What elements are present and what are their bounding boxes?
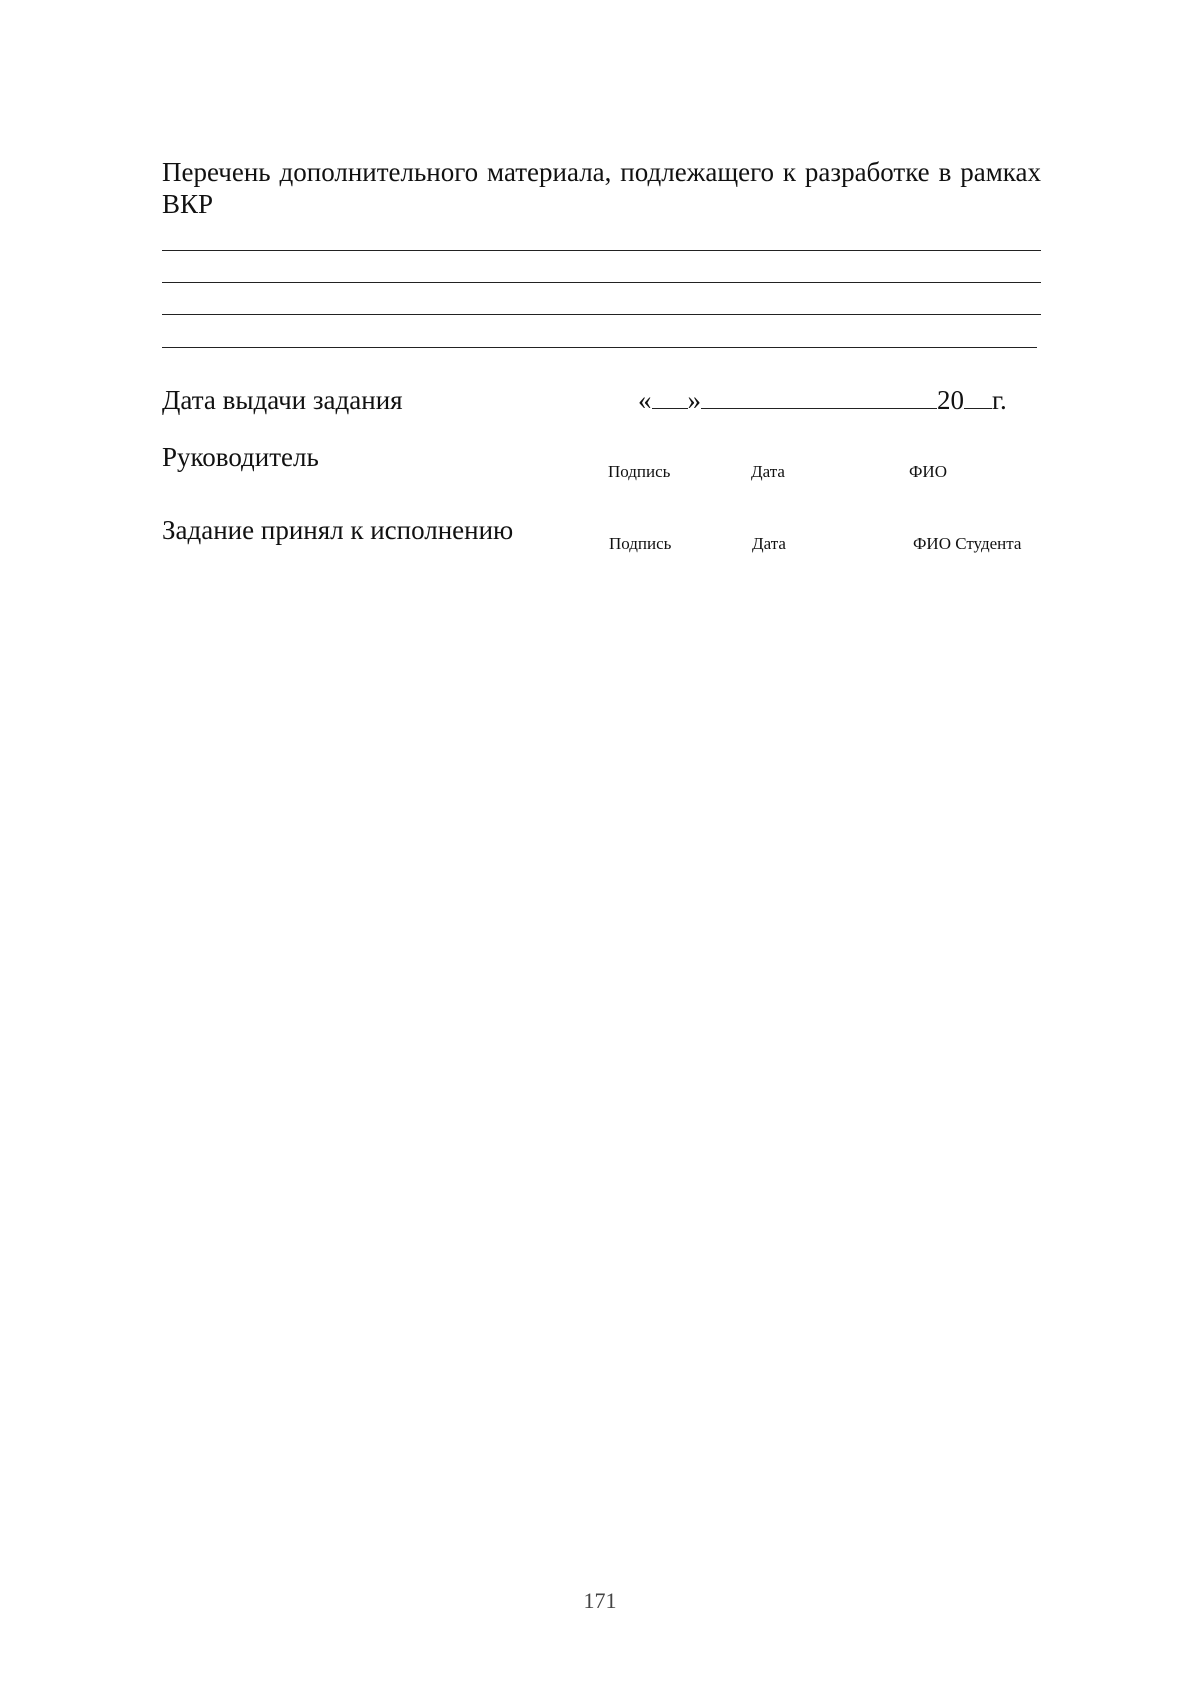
supervisor-signature-caption: Подпись — [608, 462, 671, 481]
student-date-caption: Дата — [752, 534, 786, 553]
page-number: 171 — [583, 1588, 617, 1613]
student-name-caption: ФИО Студента — [913, 534, 1022, 553]
issue-date-field — [638, 384, 1007, 416]
section-heading: Перечень дополнительного материала, подлежащего к разработке в рамках ВКР — [162, 157, 1041, 219]
month-blank[interactable] — [701, 386, 937, 409]
year-suffix: г. — [992, 385, 1007, 415]
supervisor-label: Руководитель — [162, 442, 319, 472]
day-blank[interactable] — [652, 386, 688, 409]
supervisor-date-caption: Дата — [751, 462, 785, 481]
supervisor-name-caption: ФИО — [909, 462, 947, 481]
student-label: Задание принял к исполнению — [162, 515, 514, 545]
year-prefix: 20 — [937, 385, 964, 415]
year-blank[interactable] — [964, 386, 992, 409]
issue-date-label: Дата выдачи задания — [162, 385, 403, 415]
close-quote: » — [687, 385, 701, 415]
fill-in-line-4[interactable] — [162, 347, 1037, 348]
fill-in-line-2[interactable] — [162, 282, 1041, 283]
open-quote: « — [638, 385, 652, 415]
fill-in-line-3[interactable] — [162, 314, 1041, 315]
fill-in-line-1[interactable] — [162, 250, 1041, 251]
student-signature-caption: Подпись — [609, 534, 672, 553]
